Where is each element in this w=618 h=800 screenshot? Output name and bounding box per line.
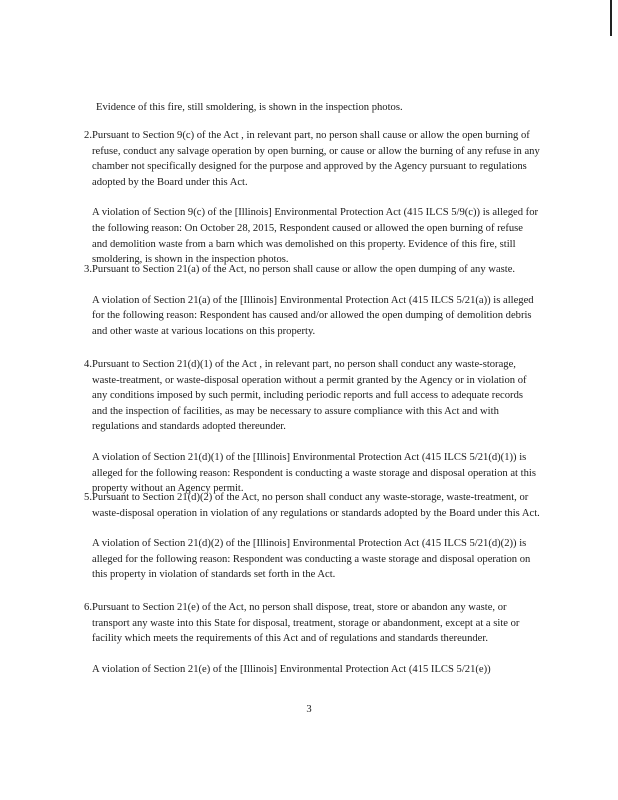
item-text: Pursuant to Section 21(e) of the Act, no person shall dispose, treat, store or abandon any waste, or transport any waste into this State for disposal, treatment, storage or abandonment, except at a site or facility which meets the requirements of this Act and of regulations and standards thereunder. bbox=[92, 602, 520, 645]
item-text: Pursuant to Section 21(d)(2) of the Act, no person shall conduct any waste-storage, waste-treatment, or waste-disposal operation in violation of any regulations or standards adopted by the Board under this Act. bbox=[92, 492, 540, 519]
violation-paragraph: A violation of Section 9(c) of the [Illinois] Environmental Protection Act (415 ILCS 5/9(c)) is alleged for the following reason: On October 28, 2015, Respondent caused or allowed the open burning of refuse and demolition waste from a barn which was demolished on this property. Evidence of this fire, still smoldering, is shown in the inspection photos. bbox=[92, 207, 539, 266]
list-item-2 bbox=[78, 128, 540, 268]
list-item-6 bbox=[78, 600, 540, 677]
continuation-paragraph: Evidence of this fire, still smoldering, is shown in the inspection photos. bbox=[96, 102, 403, 113]
violation-paragraph: A violation of Section 21(d)(2) of the [Illinois] Environmental Protection Act (415 ILCS 5/21(d)(2)) is alleged for the following reason: Respondent was conducting a waste storage and disposal operation on this property in violation of standards set forth in the Act. bbox=[92, 538, 531, 581]
scan-edge-mark bbox=[610, 0, 612, 36]
item-text: Pursuant to Section 21(d)(1) of the Act , in relevant part, no person shall conduct any waste-storage, waste-treatment, or waste-disposal operation without a permit granted by the Agency or in violation of any conditions imposed by such permit, including periodic reports and full access to adequate records and the inspection of facilities, as may be necessary to assure compliance with this Act and with regulations and standards adopted thereunder. bbox=[92, 359, 527, 433]
list-item-5 bbox=[78, 490, 540, 583]
item-number: 3. bbox=[84, 264, 92, 275]
page-number: 3 bbox=[306, 704, 312, 715]
violation-paragraph: A violation of Section 21(a) of the [Illinois] Environmental Protection Act (415 ILCS 5/21(a)) is alleged for the following reason: Respondent has caused and/or allowed the open dumping of demolition debris and other waste at various locations on this property. bbox=[92, 294, 534, 337]
item-number: 5. bbox=[84, 492, 92, 503]
item-number: 4. bbox=[84, 359, 92, 370]
item-text: Pursuant to Section 9(c) of the Act , in relevant part, no person shall cause or allow the open burning of refuse, conduct any salvage operation by open burning, or cause or allow the burning of any refuse in any chamber not specifically designed for the purpose and approved by the Agency pursuant to regulations adopted by the Board under this Act. bbox=[92, 130, 540, 188]
item-number: 2. bbox=[84, 130, 92, 141]
violation-paragraph: A violation of Section 21(e) of the [Illinois] Environmental Protection Act (415 ILCS 5/21(e)) bbox=[92, 663, 491, 675]
list-item-4 bbox=[78, 357, 540, 497]
item-number: 6. bbox=[84, 602, 92, 613]
list-item-3 bbox=[78, 262, 540, 339]
item-text: Pursuant to Section 21(a) of the Act, no person shall cause or allow the open dumping of any waste. bbox=[92, 264, 516, 275]
violation-paragraph: A violation of Section 21(d)(1) of the [Illinois] Environmental Protection Act (415 ILCS 5/21(d)(1)) is alleged for the following reason: Respondent is conducting a waste storage and disposal operation at this property without an Agency permit. bbox=[92, 451, 536, 495]
